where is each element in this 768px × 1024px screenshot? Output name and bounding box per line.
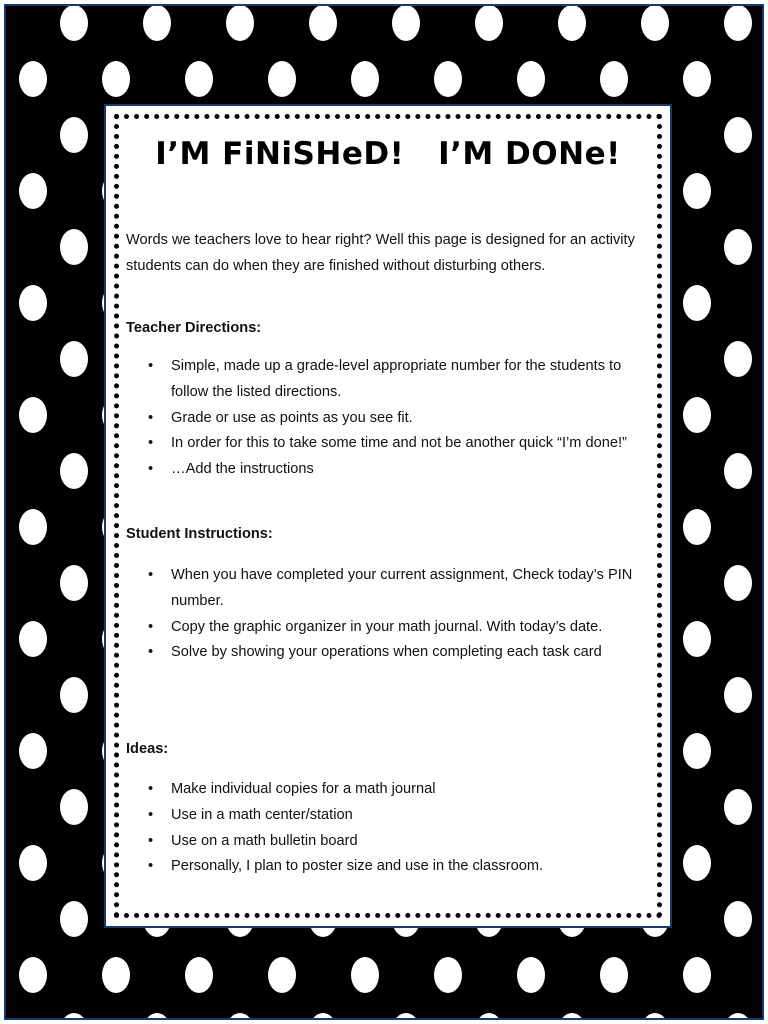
- polka-dot: [683, 621, 711, 657]
- student-instructions-heading: Student Instructions:: [126, 526, 273, 542]
- polka-dot: [641, 1013, 669, 1020]
- polka-dot: [60, 453, 88, 489]
- polka-dot: [683, 285, 711, 321]
- polka-dot: [724, 565, 752, 601]
- polka-dot: [724, 1013, 752, 1020]
- teacher-directions-list: [126, 354, 646, 483]
- polka-dot: [19, 733, 47, 769]
- content-card: [104, 104, 672, 928]
- polka-dot: [60, 341, 88, 377]
- list-item: • Simple, made up a grade-level appropriate number for the students to follow the listed directions.: [126, 354, 646, 406]
- polka-dot: [683, 733, 711, 769]
- intro-paragraph: [126, 228, 646, 279]
- list-item: • …Add the instructions: [126, 457, 646, 483]
- polka-dot: [19, 957, 47, 993]
- polka-dot: [19, 845, 47, 881]
- polka-dot: [60, 789, 88, 825]
- polka-dot: [683, 957, 711, 993]
- polka-dot: [19, 509, 47, 545]
- polka-dot: [185, 61, 213, 97]
- list-item: • Use on a math bulletin board: [126, 829, 646, 855]
- polka-dot: [641, 6, 669, 41]
- polka-dot: [724, 6, 752, 41]
- ideas-list: [126, 777, 646, 880]
- polka-dot: [683, 509, 711, 545]
- list-item: • Copy the graphic organizer in your math journal. With today’s date.: [126, 615, 646, 641]
- polka-dot-frame: [4, 4, 764, 1020]
- polka-dot: [60, 565, 88, 601]
- polka-dot: [185, 957, 213, 993]
- polka-dot: [60, 6, 88, 41]
- list-item: • Make individual copies for a math journal: [126, 777, 646, 803]
- polka-dot: [60, 901, 88, 937]
- polka-dot: [724, 677, 752, 713]
- polka-dot: [143, 6, 171, 41]
- polka-dot: [102, 61, 130, 97]
- list-item: • Use in a math center/station: [126, 803, 646, 829]
- ideas-heading: Ideas:: [126, 741, 169, 757]
- polka-dot: [102, 957, 130, 993]
- polka-dot: [268, 61, 296, 97]
- intro-text: Words we teachers love to hear right? Well this page is designed for an activity students can do when they are finished without disturbing others.: [126, 232, 635, 274]
- polka-dot: [724, 229, 752, 265]
- polka-dot: [475, 1013, 503, 1020]
- polka-dot: [226, 1013, 254, 1020]
- polka-dot: [19, 285, 47, 321]
- polka-dot: [724, 453, 752, 489]
- polka-dot: [600, 61, 628, 97]
- polka-dot: [434, 957, 462, 993]
- polka-dot: [226, 6, 254, 41]
- polka-dot: [392, 1013, 420, 1020]
- polka-dot: [683, 397, 711, 433]
- polka-dot: [60, 677, 88, 713]
- polka-dot: [558, 6, 586, 41]
- teacher-directions-heading: Teacher Directions:: [126, 320, 262, 336]
- polka-dot: [309, 6, 337, 41]
- polka-dot: [724, 341, 752, 377]
- list-item: • Personally, I plan to poster size and use in the classroom.: [126, 854, 646, 880]
- polka-dot: [268, 957, 296, 993]
- student-instructions-list: [126, 563, 646, 666]
- polka-dot: [475, 6, 503, 41]
- polka-dot: [392, 6, 420, 41]
- list-item: • In order for this to take some time and not be another quick “I’m done!”: [126, 431, 646, 457]
- list-item: • Solve by showing your operations when completing each task card: [126, 640, 646, 666]
- page-title: I’M FiNiSHeD! I’M DONe!: [155, 136, 621, 172]
- polka-dot: [19, 61, 47, 97]
- polka-dot: [143, 1013, 171, 1020]
- polka-dot: [683, 173, 711, 209]
- polka-dot: [724, 901, 752, 937]
- polka-dot: [434, 61, 462, 97]
- polka-dot: [724, 789, 752, 825]
- polka-dot: [517, 957, 545, 993]
- polka-dot: [19, 397, 47, 433]
- polka-dot: [351, 957, 379, 993]
- polka-dot: [19, 621, 47, 657]
- polka-dot: [60, 117, 88, 153]
- polka-dot: [309, 1013, 337, 1020]
- polka-dot: [724, 117, 752, 153]
- list-item: • Grade or use as points as you see fit.: [126, 406, 646, 432]
- polka-dot: [558, 1013, 586, 1020]
- polka-dot: [60, 1013, 88, 1020]
- polka-dot: [19, 173, 47, 209]
- polka-dot: [683, 61, 711, 97]
- list-item: • When you have completed your current assignment, Check today’s PIN number.: [126, 563, 646, 615]
- polka-dot: [600, 957, 628, 993]
- polka-dot: [517, 61, 545, 97]
- polka-dot: [683, 845, 711, 881]
- polka-dot: [60, 229, 88, 265]
- polka-dot: [351, 61, 379, 97]
